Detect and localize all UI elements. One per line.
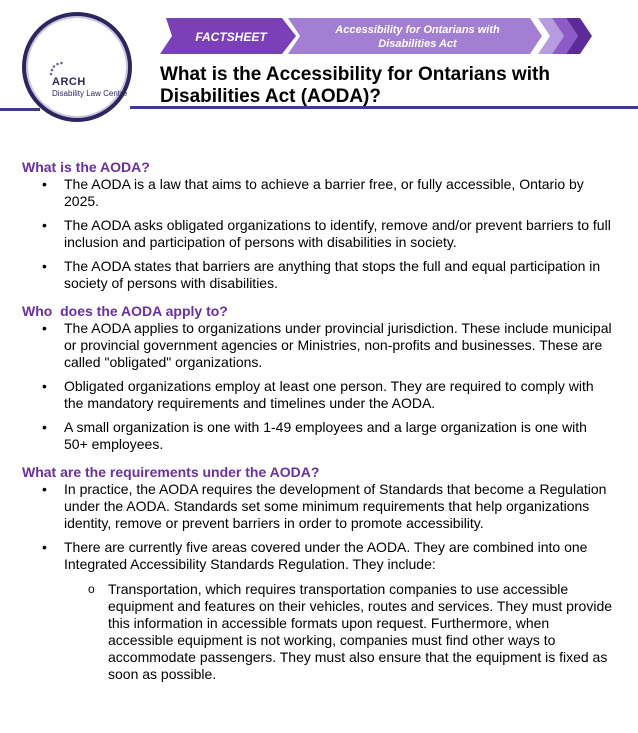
section-what-is bbox=[22, 158, 612, 292]
list-item: • The AODA asks obligated organizations to identify, remove and/or prevent barriers to full inclusion and participation of persons with disabilities in society. bbox=[22, 217, 612, 251]
logo-subtitle: Disability Law Centre bbox=[52, 89, 128, 98]
list-item: • The AODA is a law that aims to achieve a barrier free, or fully accessible, Ontario by 2025. bbox=[22, 176, 612, 210]
section-heading: What are the requirements under the AODA? bbox=[22, 464, 320, 480]
arch-logo bbox=[22, 12, 132, 122]
section-heading: Who does the AODA apply to? bbox=[22, 303, 228, 319]
bullet-list bbox=[22, 481, 612, 683]
factsheet-tag: FACTSHEET bbox=[195, 30, 267, 44]
page-header bbox=[0, 0, 638, 140]
header-rule-left bbox=[0, 108, 40, 111]
section-heading: What is the AODA? bbox=[22, 159, 150, 175]
list-item: • In practice, the AODA requires the development of Standards that become a Regulation under the AODA. Standards set some minimum requirements that help organizations identity, remove or prevent barriers in order to promote accessibility. bbox=[22, 481, 612, 532]
list-item-text: There are currently five areas covered under the AODA. They are combined into one Integrated Accessibility Standards Regulation. They include: bbox=[64, 539, 588, 572]
list-item: • A small organization is one with 1-49 employees and a large organization is one with 50+ employees. bbox=[22, 419, 612, 453]
list-item: • The AODA states that barriers are anything that stops the full and equal participation in society of persons with disabilities. bbox=[22, 258, 612, 292]
bullet-list bbox=[22, 176, 612, 292]
sub-list bbox=[64, 581, 612, 683]
bullet-list bbox=[22, 320, 612, 453]
list-item: • Obligated organizations employ at least one person. They are required to comply with the mandatory requirements and timelines under the AODA. bbox=[22, 378, 612, 412]
logo-name: ARCH bbox=[52, 76, 86, 88]
list-item: • The AODA applies to organizations under provincial jurisdiction. These include municipal or provincial government agencies or Ministries, non-profits and businesses. These are called "obligated" organizations. bbox=[22, 320, 612, 371]
factsheet-body bbox=[22, 158, 612, 693]
act-tag: Accessibility for Ontarians with Disabilities Act bbox=[335, 24, 500, 50]
section-requirements bbox=[22, 463, 612, 683]
section-who bbox=[22, 302, 612, 453]
page-title: What is the Accessibility for Ontarians with Disabilities Act (AODA)? bbox=[160, 64, 550, 107]
sub-list-item: o Transportation, which requires transportation companies to use accessible equipment and features on their vehicles, routes and services. They must provide this information in accessible formats upon request. Furthermore, when accessible equipment is not working, companies must find other ways to accommodate passengers. They must also ensure that the equipment is fixed as soon as possible. bbox=[64, 581, 612, 683]
list-item bbox=[22, 539, 612, 683]
logo-arc-icon bbox=[48, 60, 68, 76]
